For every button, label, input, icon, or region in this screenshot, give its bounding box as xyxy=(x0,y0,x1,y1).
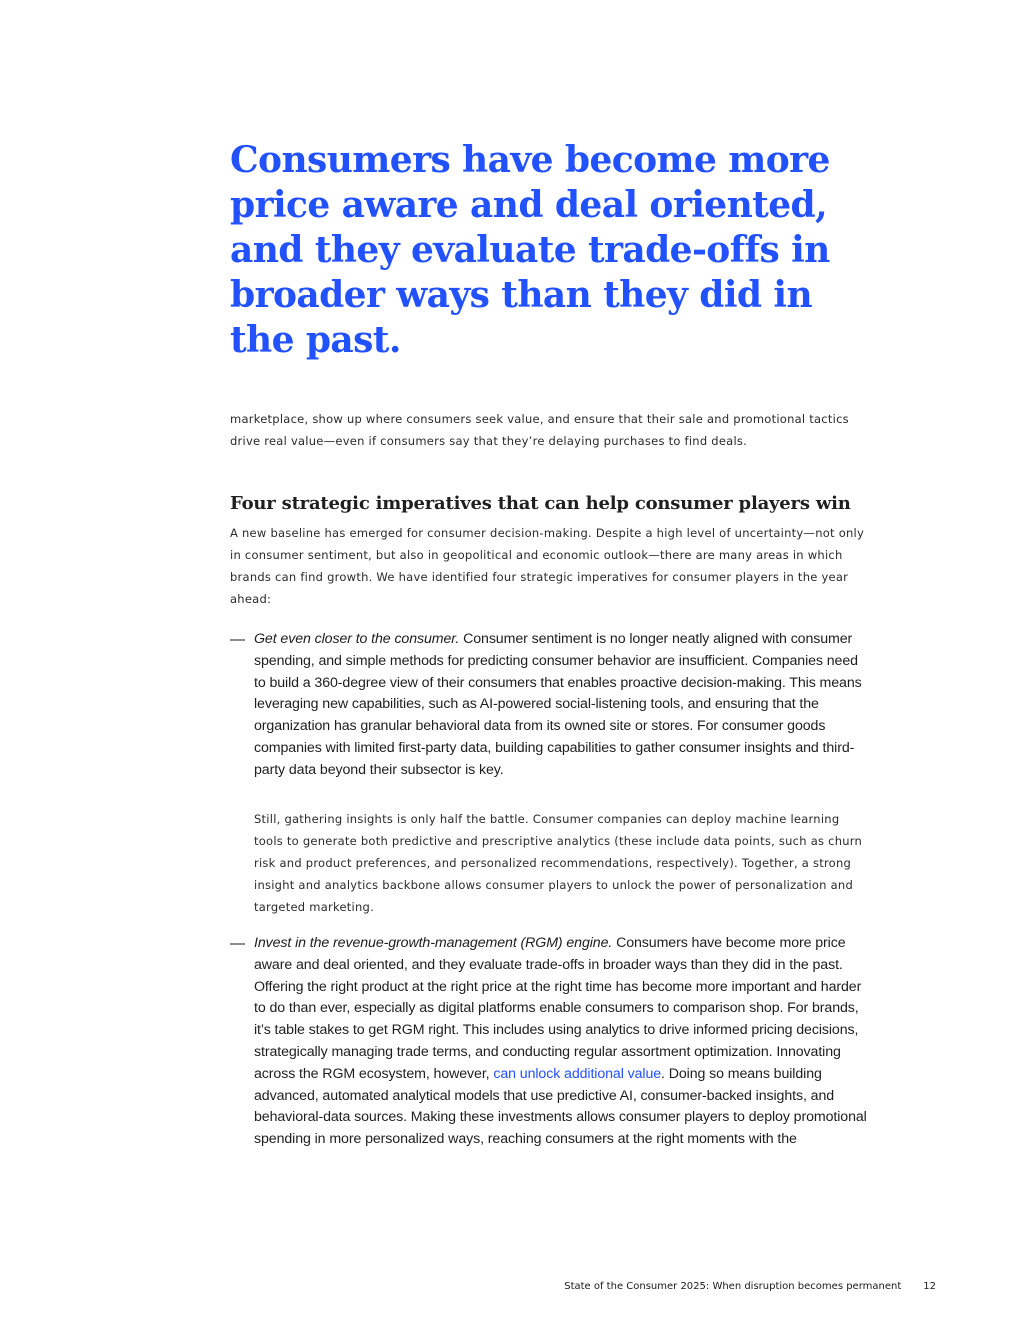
bullet-body: Consumer sentiment is no longer neatly aligned with consumer spending, and simple methods for predicting consumer behavior are insufficient. Companies need to build a 360-degree view of their consumers that enables proactive decision-making. This means leveraging new capabilities, such as AI-powered social-listening tools, and ensuring that the organization has granular behavioral data from its owned site or stores. For consumer goods companies with limited first-party data, building capabilities to gather consumer insights and third-party data beyond their subsector is key. xyxy=(254,631,862,778)
bullet-body-part: Consumers have become more price aware and deal oriented, and they evaluate trade-offs in broader ways than they did in the past. Offering the right product at the right price at the right time has become more important and harder to do than ever, especially as digital platforms enable consumers to comparison shop. For brands, it’s table stakes to get RGM right. This includes using analytics to drive informed pricing decisions, strategically managing trade terms, and conducting regular assortment optimization. Innovating across the RGM ecosystem, however, xyxy=(254,935,862,1082)
bullet-sub-paragraph: Still, gathering insights is only half the battle. Consumer companies can deploy machine learning tools to generate both predictive and prescriptive analytics (these include data points, such as churn risk and product preferences, and personalized recommendations, respectively). Together, a strong insight and analytics backbone allows consumer players to unlock the power of personalization and targeted marketing. xyxy=(254,811,863,914)
bullet-body-part: . Doing so means building advanced, automated analytical models that use predictive AI, consumer-backed insights, and behavioral-data sources. Making these investments allows consumer players to deploy promotional spending in more personalized ways, reaching consumers at the right moments with the xyxy=(254,1065,867,1148)
bullet-lead: Invest in the revenue-growth-management (RGM) engine. xyxy=(254,935,613,951)
bullet-paragraph xyxy=(254,629,870,782)
intro-paragraph: marketplace, show up where consumers seek value, and ensure that their sale and promotional tactics drive real value—even if consumers say that they’re delaying purchases to find deals. xyxy=(230,412,849,448)
pull-quote: Consumers have become more price aware and deal oriented, and they evaluate trade-offs in broader ways than they did in the past. xyxy=(230,139,830,361)
footer-title: State of the Consumer 2025: When disruption becomes permanent xyxy=(564,1281,902,1292)
page-number: 12 xyxy=(923,1281,936,1292)
dash-marker: — xyxy=(230,935,245,952)
bullet-lead: Get even closer to the consumer. xyxy=(254,631,460,647)
section-heading: Four strategic imperatives that can help consumer players win xyxy=(230,493,851,514)
imperative-bullet-consumer xyxy=(230,629,870,918)
unlock-value-link[interactable]: can unlock additional value xyxy=(493,1065,662,1082)
section-intro-paragraph: A new baseline has emerged for consumer decision-making. Despite a high level of uncertainty—not only in consumer sentiment, but also in geopolitical and economic outlook—there are many areas in which brands can find growth. We have identified four strategic imperatives for consumer players in the year ahead: xyxy=(230,526,865,606)
page-footer xyxy=(564,1281,936,1292)
dash-marker: — xyxy=(230,631,245,648)
bullet-paragraph xyxy=(254,933,870,1151)
imperative-bullet-rgm xyxy=(230,933,870,1151)
